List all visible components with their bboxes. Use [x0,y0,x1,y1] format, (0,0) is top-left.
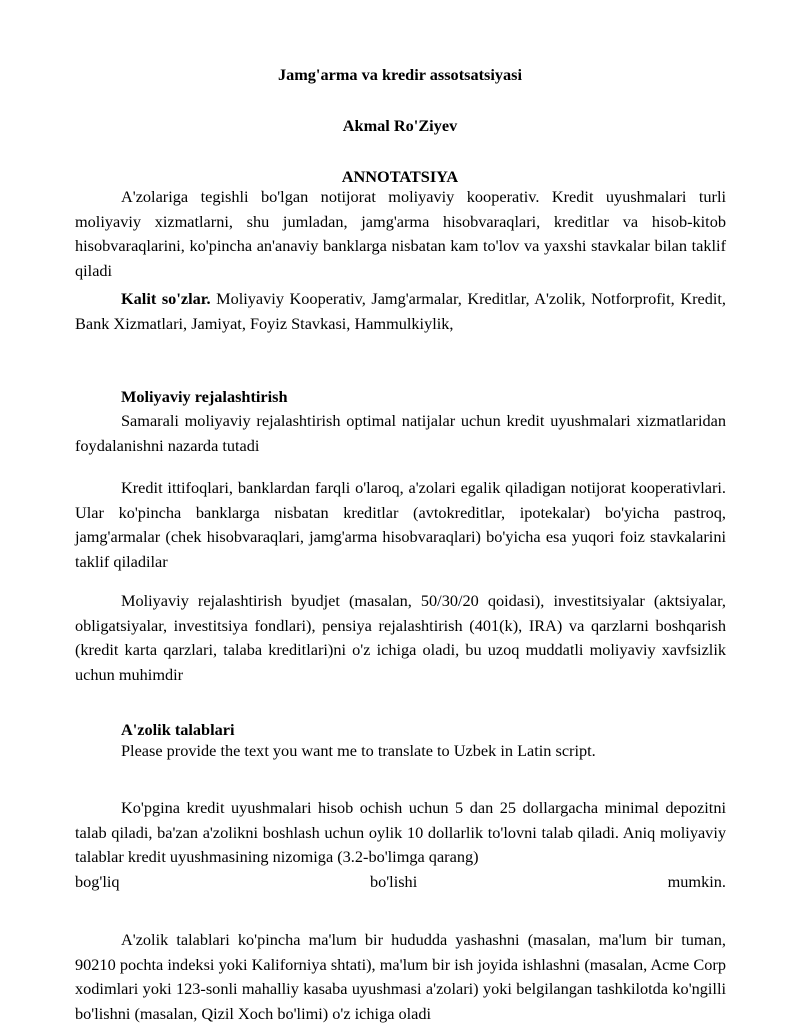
annotation-text: A'zolariga tegishli bo'lgan notijorat moliyaviy kooperativ. Kredit uyushmalari turli moliyaviy xizmatlarni, shu jumladan, jamg'arma hisobvaraqlari, kreditlar va hisob-kitob hisobvaraqlarini, ko'pincha an'anaviy banklarga nisbatan kam to'lov va yaxshi stavkalar bilan taklif qiladi [75,187,726,280]
section1-paragraph-2: Kredit ittifoqlari, banklardan farqli o'laroq, a'zolari egalik qiladigan notijorat kooperativlari. Ular ko'pincha banklarga nisbatan kreditlar (avtokreditlar, ipotekalar) bo'yicha pastroq, jamg'armalar (chek hisobvaraqlari, jamg'arma hisobvaraqlari) bo'yicha esa yuqori foiz stavkalarini taklif qiladilar [75,478,726,571]
keywords-label: Kalit so'zlar. [121,289,211,308]
section2-paragraph-2: Ko'pgina kredit uyushmalari hisob ochish uchun 5 dan 25 dollargacha minimal depozitni talab qiladi, ba'zan a'zolikni boshlash uchun oylik 10 dollarlik to'lovni talab qiladi. Aniq moliyaviy talablar kredit uyushmasining nizomiga (3.2-bo'limga qarang) [75,798,726,867]
last-line-word: mumkin. [667,872,726,891]
document-author: Akmal Ro'Ziyev [342,116,458,135]
section-heading-membership: A'zolik talablari [121,720,235,739]
last-line-word: bog'liq [75,872,120,891]
annotation-heading: ANNOTATSIYA [341,167,459,186]
last-line-word: bo'lishi [369,872,418,891]
section-heading-financial-planning: Moliyaviy rejalashtirish [121,387,288,406]
section2-paragraph-2-last-line [75,870,726,895]
document-title: Jamg'arma va kredir assotsatsiyasi [277,65,523,84]
keywords-list: Moliyaviy Kooperativ, Jamg'armalar, Kreditlar, A'zolik, Notforprofit, Kredit, Bank Xizmatlari, Jamiyat, Foyiz Stavkasi, Hammulkiylik, [75,289,726,333]
section2-paragraph-1: Please provide the text you want me to translate to Uzbek in Latin script. [121,741,596,760]
section1-paragraph-3: Moliyaviy rejalashtirish byudjet (masalan, 50/30/20 qoidasi), investitsiyalar (aktsiyalar, obligatsiyalar, investitsiya fondlari), pensiya rejalashtirish (401(k), IRA) va qarzlarni boshqarish (kredit karta qarzlari, talaba kreditlari)ni o'z ichiga oladi, bu uzoq muddatli moliyaviy xavfsizlik uchun muhimdir [75,591,726,684]
keywords-paragraph [75,287,726,336]
section1-paragraph-1: Samarali moliyaviy rejalashtirish optimal natijalar uchun kredit uyushmalari xizmatlaridan foydalanishni nazarda tutadi [75,411,726,455]
section2-paragraph-3: A'zolik talablari ko'pincha ma'lum bir hududda yashashni (masalan, ma'lum bir tuman, 90210 pochta indeksi yoki Kaliforniya shtati), ma'lum bir ish joyida ishlashni (masalan, Acme Corp xodimlari yoki 123-sonli mahalliy kasaba uyushmasi a'zolari) yoki belgilangan tashkilotda ko'ngilli bo'lishni (masalan, Qizil Xoch bo'limi) o'z ichiga oladi [75,930,726,1023]
